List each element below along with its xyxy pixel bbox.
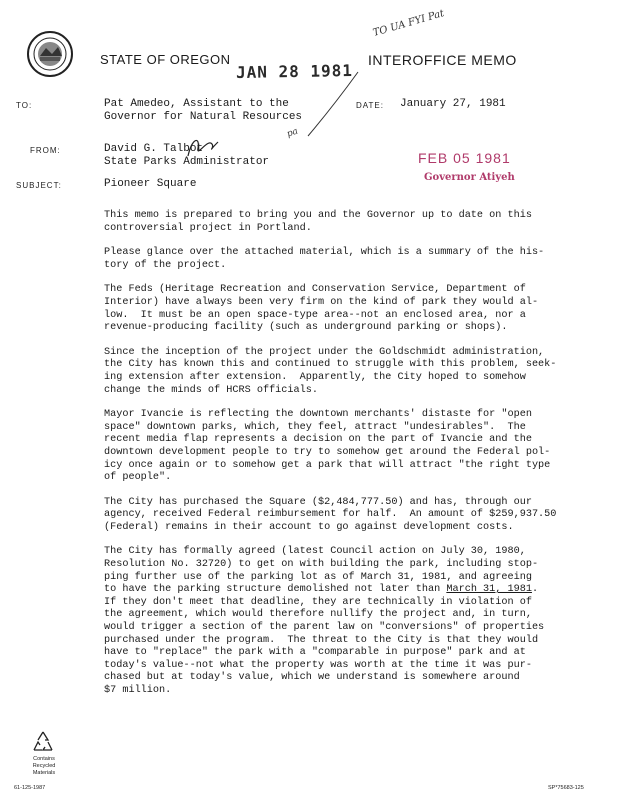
body-paragraph-4: Since the inception of the project under the Goldschmidt administration, the City has known this and continued to struggle with this problem, seek- ing extension after extension. Apparently, the City hoped to somehow change the minds of HCRS officials. xyxy=(104,346,557,396)
body-paragraph-7 xyxy=(104,546,574,697)
memo-title: INTEROFFICE MEMO xyxy=(368,52,517,68)
body-paragraph-1: This memo is prepared to bring you and the Governor up to date on this controversial project in Portland. xyxy=(104,210,532,234)
from-value-line2: State Parks Administrator xyxy=(104,156,270,168)
to-label: TO: xyxy=(16,101,33,110)
body-paragraph-6: The City has purchased the Square ($2,484,777.50) and has, through our agency, received Federal reimbursement for half. An amount of $259,937.50 (Federal) remains in their account to go against development costs. xyxy=(104,496,557,533)
body-paragraph-7-part-b: . If they don't meet that deadline, they are technically in violation of the agreement, which would therefore nullify the project and, in turn, would trigger a section of the parent law on "conversions" of properties purchased under the program. The threat to the City is that they would have to "replace" the park with a "comparable in purpose" park and at today's value--not what the property was worth at the time it was pur- chased but at today's value, which we understand is somewhere around $7 million. xyxy=(104,584,545,696)
handwritten-stroke xyxy=(300,70,360,140)
state-name: STATE OF OREGON xyxy=(100,52,231,67)
from-value-line1: David G. Talbot xyxy=(104,143,204,155)
handwritten-initials: pa xyxy=(285,126,300,140)
signature-mark xyxy=(182,134,222,164)
form-number-left: 61-125-1987 xyxy=(14,785,46,791)
form-number-right: SP*75683-125 xyxy=(548,785,584,791)
deadline-date: March 31, 1981 xyxy=(446,584,532,596)
subject-value: Pioneer Square xyxy=(104,178,197,190)
handwritten-note: TO UA FYI Pat xyxy=(371,8,446,39)
date-label: DATE: xyxy=(356,101,384,110)
body-paragraph-5: Mayor Ivancie is reflecting the downtown merchants' distaste for "open space" downtown parks, which, they feel, attract "undesirables". The recent media flap represents a decision on the part of Ivancie and the downtown development people to try to somehow get around the Federal pol- icy once again or to somehow get a park that will attract "the right type of people". xyxy=(104,409,551,484)
date-value: January 27, 1981 xyxy=(400,98,506,110)
governor-stamp: Governor Atiyeh xyxy=(424,172,515,183)
to-value-line1: Pat Amedeo, Assistant to the xyxy=(104,98,289,110)
received-date-stamp: JAN 28 1981 xyxy=(235,60,354,83)
body-paragraph-3: The Feds (Heritage Recreation and Conservation Service, Department of Interior) have always been very firm on the kind of park they would al- low. It must be an open space-type area--not an enclosed area, nor a revenue-producing facility (such as underground parking or shops). xyxy=(104,284,539,334)
subject-label: SUBJECT: xyxy=(16,181,62,190)
recycle-icon xyxy=(30,730,56,754)
state-seal-icon xyxy=(26,30,74,78)
to-value-line2: Governor for Natural Resources xyxy=(104,111,303,123)
from-label: FROM: xyxy=(30,146,61,155)
received-stamp-feb: FEB 05 1981 xyxy=(418,150,511,166)
memo-body xyxy=(104,210,574,710)
body-paragraph-7-part-a: The City has formally agreed (latest Council action on July 30, 1980, Resolution No. 32720) to get on with building the park, including stop- ping further use of the parking lot as of March 31, 1981, and agreeing to have the parking structure demolished not later than xyxy=(104,546,539,596)
body-paragraph-2: Please glance over the attached material, which is a summary of the his- tory of the project. xyxy=(104,247,545,271)
recycle-label: Contains Recycled Materials xyxy=(32,756,56,776)
